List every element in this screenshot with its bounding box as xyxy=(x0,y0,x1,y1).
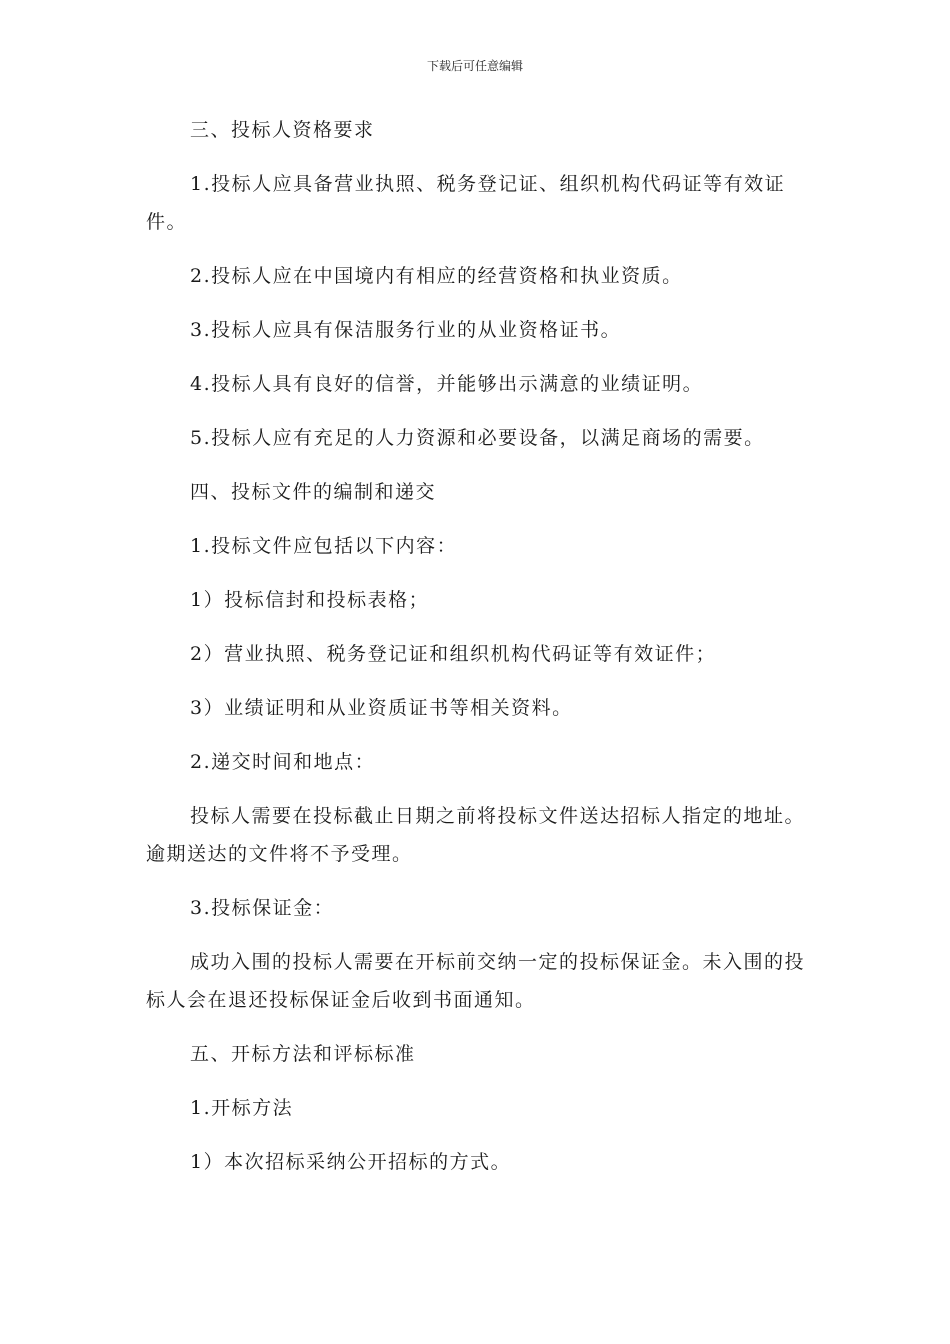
list-item: 2）营业执照、税务登记证和组织机构代码证等有效证件； xyxy=(190,643,717,665)
paragraph: 2.投标人应在中国境内有相应的经营资格和执业资质。 xyxy=(190,265,683,287)
section-heading-bid-documents: 四、投标文件的编制和递交 xyxy=(190,481,437,503)
header-note: 下载后可任意编辑 xyxy=(426,59,523,73)
paragraph: 1.投标人应具备营业执照、税务登记证、组织机构代码证等有效证件。 xyxy=(146,173,786,233)
list-item: 1）投标信封和投标表格； xyxy=(190,589,430,611)
paragraph: 2.递交时间和地点： xyxy=(190,751,376,773)
document-body xyxy=(146,111,806,1197)
paragraph: 投标人需要在投标截止日期之前将投标文件送达招标人指定的地址。逾期送达的文件将不予受理。 xyxy=(146,805,806,865)
section-heading-bid-opening: 五、开标方法和评标标准 xyxy=(190,1043,416,1065)
paragraph: 1.投标文件应包括以下内容： xyxy=(190,535,458,557)
list-item: 3）业绩证明和从业资质证书等相关资料。 xyxy=(190,697,573,719)
paragraph: 3.投标保证金： xyxy=(190,897,335,919)
paragraph: 成功入围的投标人需要在开标前交纳一定的投标保证金。未入围的投标人会在退还投标保证金后收到书面通知。 xyxy=(146,951,806,1011)
paragraph: 1.开标方法 xyxy=(190,1097,294,1119)
paragraph: 3.投标人应具有保洁服务行业的从业资格证书。 xyxy=(190,319,622,341)
list-item: 1）本次招标采纳公开招标的方式。 xyxy=(190,1151,512,1173)
section-heading-qualification: 三、投标人资格要求 xyxy=(190,119,375,141)
paragraph: 5.投标人应有充足的人力资源和必要设备，以满足商场的需要。 xyxy=(190,427,765,449)
paragraph: 4.投标人具有良好的信誉，并能够出示满意的业绩证明。 xyxy=(190,373,704,395)
